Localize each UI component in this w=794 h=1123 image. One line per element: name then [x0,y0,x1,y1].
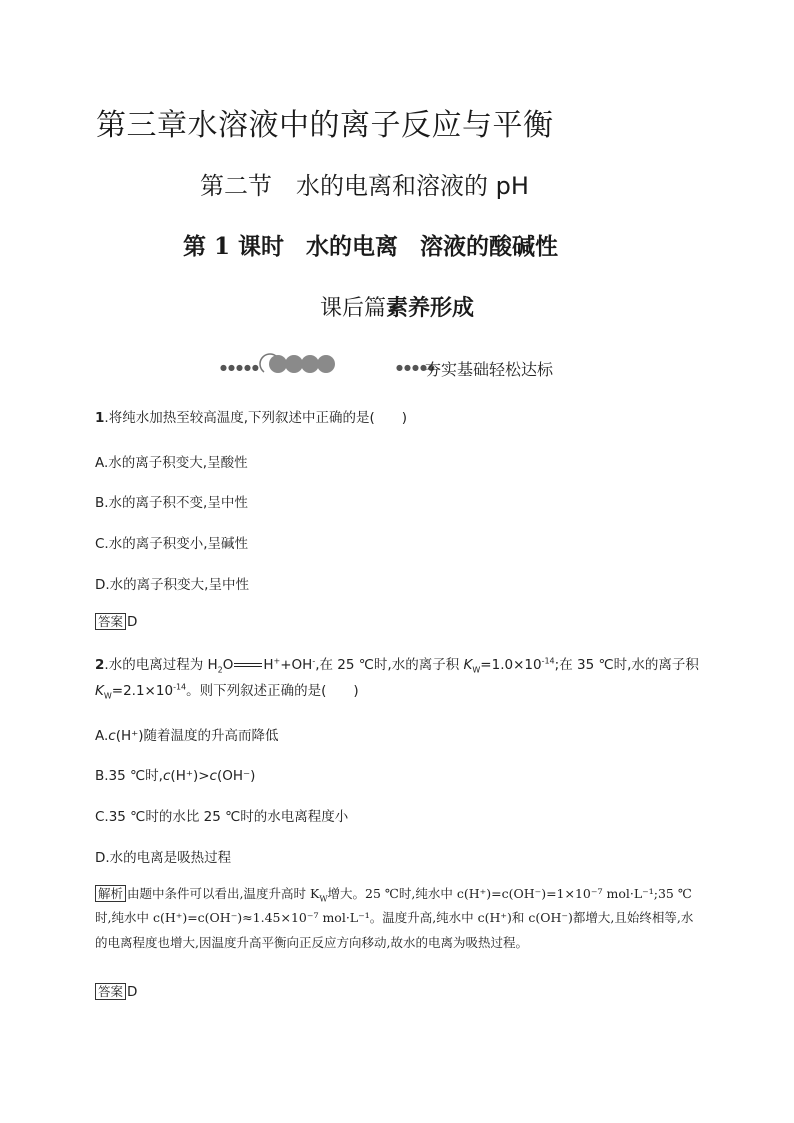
q2-option-d: D.水的电离是吸热过程 [95,850,232,866]
q2-stem-g: 。则下列叙述正确的是( ) [186,683,359,700]
analysis-line-1: 由题中条件可以看出,温度升高时 K [127,886,320,901]
section-number: 第二节 [200,172,272,200]
q2-option-b: B.35 ℃时,c(H⁺)>c(OH⁻) [95,768,256,784]
q2-kw-value-2: =2.1×10 [111,683,174,700]
section-divider [220,350,590,380]
q2-stem-c: H [263,657,274,673]
section-title [200,166,529,201]
q2-exp-2: -14 [173,682,187,692]
q2-exp-1: -14 [541,656,555,666]
lesson-part1: 水的电离 [306,233,399,260]
q1-option-a: A.水的离子积变大,呈酸性 [95,455,248,471]
lesson-part2: 溶液的酸碱性 [420,233,559,260]
question-2-stem: 2.水的电离过程为 $H_2O$ H++OH-,在 25 ℃时,水的离子积 $K_W=1.0\times 10^{-14}$;在 35 ℃时,水的离子积 $K_W=2.1\times 10^{-14}$。则下列叙述正确的是( ) [95,656,699,701]
q1-answer-value: D [127,614,138,630]
q2-option-b-end: (OH⁻) [216,768,256,784]
q2-stem-e: ,在 25 ℃时,水的离子积 [315,657,464,673]
analysis-tag: 解析 [95,885,126,902]
q1-option-c: C.水的离子积变小,呈碱性 [95,536,249,552]
after-class-heading [0,291,794,322]
q2-option-c: C.35 ℃时的水比 25 ℃时的水电离程度小 [95,809,349,825]
q2-option-a-label: A. [95,728,109,744]
q2-answer-value: D [127,984,138,1000]
divider-circles-icon [256,352,336,376]
analysis-line-3: 的电离程度也增大,因温度升高平衡向正反应方向移动,故水的电离为吸热过程。 [95,934,528,950]
divider-dots-right: ●●●●● [396,363,436,372]
q2-kw-value-1: =1.0×10 [480,657,542,673]
after-class-plain: 课后篇 [319,296,386,321]
analysis-line-1b: 增大。25 ℃时,纯水中 c(H⁺)=c(OH⁻)=1×10⁻⁷ mol·L⁻¹;35 ℃ [327,886,692,901]
answer-tag: 答案 [95,613,126,630]
equilibrium-arrow-icon [233,660,263,670]
section-name: 水的电离和溶液的 pH [296,172,529,200]
q1-option-d: D.水的离子积变大,呈中性 [95,577,249,593]
q2-stem-d: +OH [280,657,313,673]
q1-answer [95,613,137,630]
lesson-number: 第 1 课时 [183,233,285,260]
divider-label: 夯实基础轻松达标 [425,360,554,379]
divider-dots-left: ●●●●● [220,363,260,372]
q2-option-a-text: (H⁺)随着温度的升高而降低 [115,728,279,744]
q2-option-a: A.c(H⁺)随着温度的升高而降低 [95,728,279,744]
q2-option-b-mid: (H⁺)> [170,768,210,784]
question-1-number: 1 [95,410,105,426]
question-2-number: 2 [95,657,105,673]
q2-stem-f: ;在 35 ℃时,水的离子积 [554,657,699,673]
q2-analysis: 解析 由题中条件可以看出,温度升高时 $K_W$增大。25 ℃时,纯水中 c(H⁺)=c(OH⁻)=1×10⁻⁷ mol·L⁻¹;35 ℃ 时,纯水中 c(H⁺)=c(OH⁻)≈1.45×10⁻⁷ mol·L⁻¹。温度升高,纯水中 c(H⁺)和 c(OH⁻)都增大,且始终相等,水 的电离程度也增大,因温度升高平衡向正反应方向移动,故水的电离为吸热过程。 [95,886,694,950]
q2-stem-a: .水的电离过程为 H [104,657,218,673]
analysis-line-2: 时,纯水中 c(H⁺)=c(OH⁻)≈1.45×10⁻⁷ mol·L⁻¹。温度升高,纯水中 c(H⁺)和 c(OH⁻)都增大,且始终相等,水 [95,910,694,926]
after-class-bold: 素养形成 [386,296,475,321]
question-1-text: .将纯水加热至较高温度,下列叙述中正确的是( ) [104,410,408,426]
question-1-stem [95,405,715,431]
lesson-title [183,228,558,261]
chapter-title: 第三章水溶液中的离子反应与平衡 [96,108,554,143]
q2-stem-b: O [222,657,234,673]
q2-answer [95,983,137,1000]
answer-tag: 答案 [95,983,126,1000]
q1-option-b: B.水的离子积不变,呈中性 [95,495,248,511]
q2-option-b-label: B.35 ℃时, [95,768,163,784]
